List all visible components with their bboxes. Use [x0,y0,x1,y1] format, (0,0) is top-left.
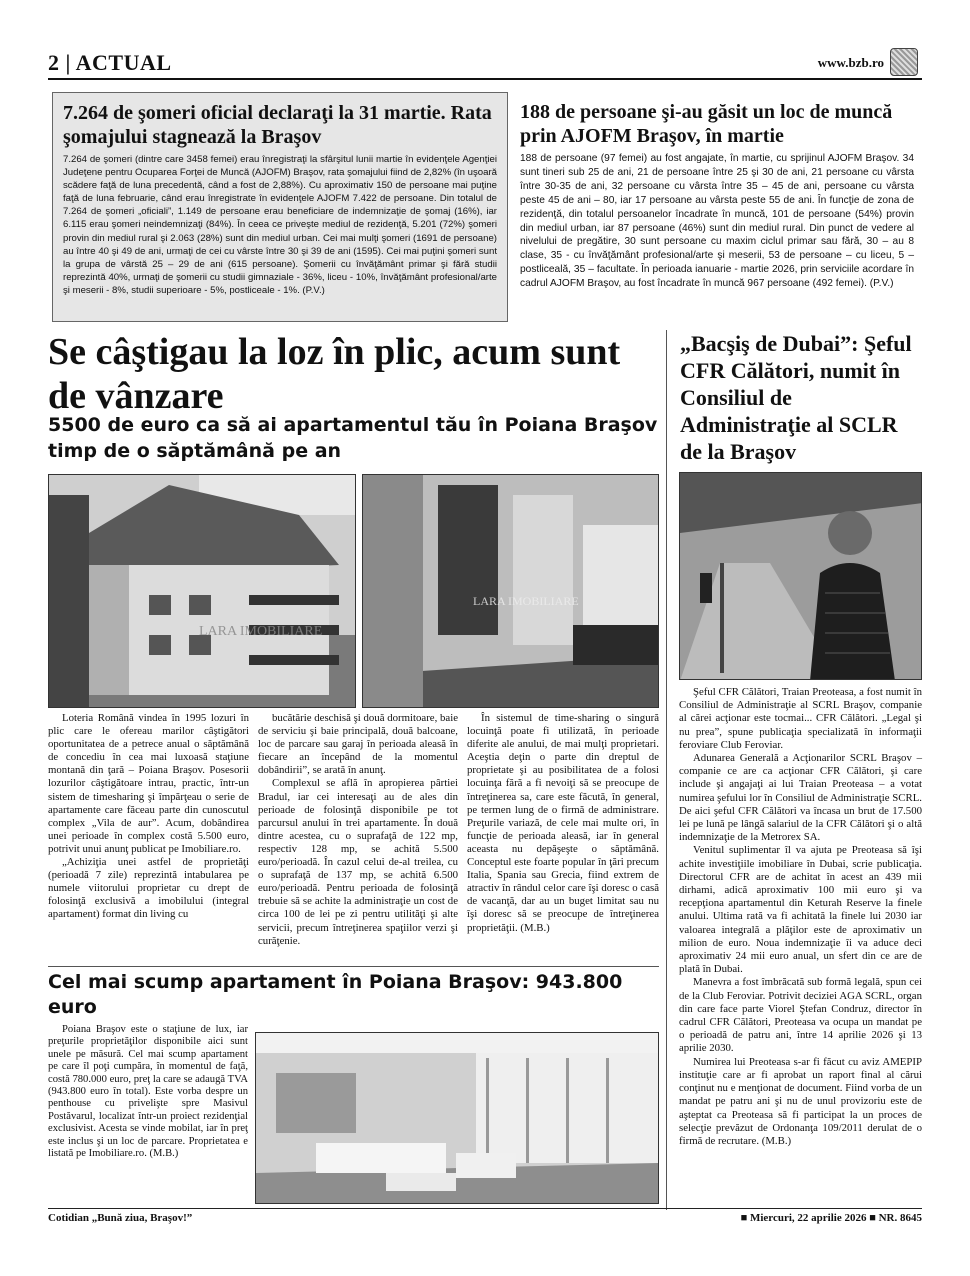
unemployment-box [52,92,508,322]
page-section-label: 2 | ACTUAL [48,50,172,75]
employment-box-title: 188 de persoane şi-au găsit un loc de muncă prin AJOFM Braşov, în martie [520,101,893,147]
interior-illustration [363,475,659,708]
main-article-title: Se câştigau la loz în plic, acum sunt de vânzare [48,331,621,417]
side-article-body [679,686,922,1148]
paragraph: Manevra a fost îmbrăcată sub formă legală, spun cei de la Club Feroviar. Potrivit deciziei AGA SCRL, organ din care face parte Viorel Ştefan Condruz, director în cadrul CFR Călători, Preoteasa va ocupa un mandat pe o perioadă de patru ani, între 14 aprilie 2026 şi 13 aprilie 2030. [679,976,922,1055]
building-photo [48,474,356,708]
building-illustration [49,475,356,708]
side-article-title: „Bacşiş de Dubai”: Şeful CFR Călători, numit în Consiliul de Administraţie al SCLR de la Braşov [680,331,912,464]
paragraph: Complexul se află în apropierea pârtiei Bradul, iar cei interesaţi au de ales din perioade de folosinţă disponibile pe tot parcursul anului în trei apartamente. În două dintre acestea, cu o suprafaţă de 122 mp, respectiv 128 mp, se achită 5.500 euro/perioadă. În cazul celui de-al treilea, cu o suprafaţă de 137 mp, se achită 6.500 euro/perioadă. Pentru perioada de folosinţă trebuie să se achite la administraţie un cost de circa 100 de lei pe zi pentru utilităţi şi alte servicii, precum întreţinerea spaţiilor verzi şi curăţenie. [258,777,458,947]
second-article-body [48,1024,248,1160]
apartment-interior-photo [362,474,659,708]
paragraph: Poiana Braşov este o staţiune de lux, iar preţurile proprietăţilor disponibile aici sunt unele pe măsură. Cel mai scump apartament pe care îl poţi cumpăra, în momentul de faţă, costă 780.000 euro, preţ la care se adaugă TVA (943.800 euro în total). Este vorba despre un penthouse cu privelişte spre Masivul Postăvarul, localizat într-un proiect rezidenţial exclusivist. Acesta se vinde mobilat, iar în preţ este inclus şi un loc de parcare. Proprietatea e listată pe Imobiliare.ro. (M.B.) [48,1024,248,1160]
article-column-2 [258,712,458,948]
footer-divider [48,1208,922,1209]
issue-date-number: ■ Miercuri, 22 aprilie 2026 ■ NR. 8645 [740,1212,922,1224]
second-article-title: Cel mai scump apartament în Poiana Braşov: 943.800 euro [48,971,623,1018]
unemployment-box-title: 7.264 de şomeri oficial declaraţi la 31 martie. Rata şomajului stagnează la Braşov [63,102,492,148]
employment-box [512,92,922,322]
article-column-3 [467,712,659,935]
paragraph: Numirea lui Preoteasa s-ar fi făcut cu aviz AMEPIP instituţie care ar fi aprobat un raport final al cărui conţinut nu e menţionat de document. Fiind vorba de un mandat pe patru ani şi nu de unul provizoriu este de aşteptat ca Preoteasa să fi participat la un proces de selecţie prevăzut de Ordonanţa 109/2011 derulat de o firmă de recrutare. (M.B.) [679,1055,922,1147]
paragraph: bucătărie deschisă şi două dormitoare, baie de serviciu şi baie principală, două balcoane, loc de parcare sau garaj în perioada aleasă în fiecare an începând de la momentul dobândirii”, se arată în anunţ. [258,712,458,777]
man-at-station-photo [679,472,922,680]
publication-name: Cotidian „Bună ziua, Braşov!” [48,1212,193,1224]
header-divider [48,78,922,80]
article-column-1 [48,712,249,922]
section-divider [48,966,659,967]
watermark-text: LARA IMOBILIARE [199,624,323,639]
paragraph: În sistemul de time-sharing o singură locuinţă poate fi utilizată, în perioade diferite ale anului, de mai mulţi proprietari. Aceştia deţin o parte din dreptul de proprietate şi au posibilitatea de a folosi locuinţa fără a fi nevoiţi să se preocupe de întreţinerea sa, care este făcută, în general, pe termen lung de o firmă de administrare. Preţurile variază, de cele mai multe ori, în funcţie de perioada aleasă, iar în general aceasta nu depăşeşte o săptămână. Conceptul este foarte popular în ţări precum Italia, Spania sau Grecia, fiind extrem de atractiv în rândul celor care îşi doresc o casă de vacanţă, dar au un buget limitat sau nu îşi doresc să se preocupe de întreţinerea proprietăţii. (M.B.) [467,712,659,934]
watermark-text: LARA IMOBILIARE [473,594,579,608]
penthouse-photo [255,1032,659,1204]
main-article-subtitle: 5500 de euro ca să ai apartamentul tău în Poiana Braşov timp de o săptămână pe an [48,414,658,462]
station-illustration [680,473,922,680]
employment-box-body: 188 de persoane (97 femei) au fost angajate, în martie, cu sprijinul AJOFM Braşov. 34 sunt tineri sub 25 de ani, 21 de persoane între 25 şi 30 de ani, 21 persoane cu vârsta între 30-35 de ani, 32 persoane cu vârsta între 35 – 45 de ani, persoane cu vârsta peste 45 de ani – 80, iar 17 persoane au vârsta peste 55 de ani. În funcţie de zona de rezidenţă, din totalul persoanelor încadrate în muncă, 101 de persoane (54%) provin din mediul urban, iar 87 persoane (46%) sunt din mediul rural. Din punct de vedere al nivelului de pregătire, 30 sunt persoane cu maxim ciclul primar sau fără, 30 – au 8 clase, 35 - cu învăţământ profesional/arte şi meserii, 53 de persoane – cu liceu, 5 – postliceală, 35 – facultate. În perioada ianuarie - martie 2026, prin serviciile acordare în cadrul AJOFM Braşov, au fost încadrate în muncă 967 persoane (492 femei). (P.V.) [520,153,914,290]
paragraph: Loteria Română vindea în 1995 lozuri în plic care le ofereau marilor câştigători oportunitatea de a petrece anual o săptămână de concediu în cea mai luxoasă staţiune montană din ţară – Poiana Braşov. Posesorii lozurilor câştigătoare intrau, practic, într-un sistem de timesharing şi împărţeau o serie de apartamente care făceau parte din cunoscutul complex „Vila de aur”. Acum, dobândirea unei perioade în complex costă 5.500 euro, potrivit unui anunţ publicat pe Imobiliare.ro. [48,712,249,855]
paragraph: „Achiziţia unei astfel de proprietăţi (perioadă 7 zile) reprezintă intabularea pe numele viitorului proprietar cu drept de folosinţă exclusivă a imobilului (integral apartament) format din living cu [48,856,249,921]
column-divider [666,330,667,1210]
unemployment-box-body: 7.264 de şomeri (dintre care 3458 femei) erau înregistraţi la sfârşitul lunii martie în evidenţele Agenţiei Judeţene pentru Ocuparea Forţei de Muncă (AJOFM) Braşov, rata şomajului fiind de 2,82% (în uşoară scădere faţă de luna precedentă, când a fost de 2,88%). Cu aproximativ 150 de persoane mai puţine faţă de luna februarie, când erau înregistrate în evidenţele AJOFM 7.422 de persoane. Din totalul de 7.264 de şomeri „oficiali”, 1.149 de persoane erau beneficiare de indemnizaţie de şomaj (16%), iar 6.115 erau şomeri neindemnizaţi (84%). În ceea ce priveşte mediul de rezidenţă, 5.201 (72%) şomeri provin din mediul rural şi 2.063 (28%) sunt din mediul urban. Cei mai mulţi şomeri (1691 de persoane) au între 40 şi 49 de ani, urmaţi de cei cu vârste între 30 şi 39 de ani (1595). Cei mai puţini şomeri sunt la grupa de vârstă 25 – 29 de ani (615 persoane). Şomerii cu învăţământ primar şi fără studii reprezintă 40%, urmaţi de şomerii cu studii gimnaziale - 36%, liceu - 10%, învăţământ profesional/arte şi meserii - 8%, studii superioare - 5%, postliceale - 1%. (P.V.) [63,154,497,296]
website-url[interactable]: www.bzb.ro [817,55,884,70]
penthouse-illustration [256,1033,659,1204]
crest-logo-icon [890,48,918,76]
paragraph: Venitul suplimentar îl va ajuta pe Preoteasa să îşi achite investiţiile imobiliare în Dubai, scrie publicaţia. Directorul CFR are de achitat în acest an 439 mii dirhami, adică aproximativ 100 mii euro şi va recepţiona apartamentul din Keturah Reserve la finele anului. Ultima rată va fi achitată la finele lui 2030 iar valoarea integrală a plăţilor este de aproximativ un milion de euro. Noua indemnizaţie îi va aduce deci aproximativ 24 mii euro anual, un sfert din ce are de plată în Dubai. [679,844,922,976]
paragraph: Adunarea Generală a Acţionarilor SCRL Braşov – companie ce are ca acţionar CFR Călători, şi care include şi angajaţi ai lui Traian Preoteasa – a votat numirea şefului lor în Consiliul de Administraţie SCRL. De aici şeful CFR Călători va încasa un brut de 17.500 lei pe lună pe lângă salariul de la CFR Călători şi o altă indemnizaţie de la Metrorex SA. [679,752,922,844]
paragraph: Şeful CFR Călători, Traian Preoteasa, a fost numit în Consiliul de Administraţie al SCRL Braşov, companie al cărei acţionar este tocmai... CFR Călători. „Legal şi nu prea”, spune publicaţia specializată în informaţii feroviare Club Feroviar. [679,686,922,751]
